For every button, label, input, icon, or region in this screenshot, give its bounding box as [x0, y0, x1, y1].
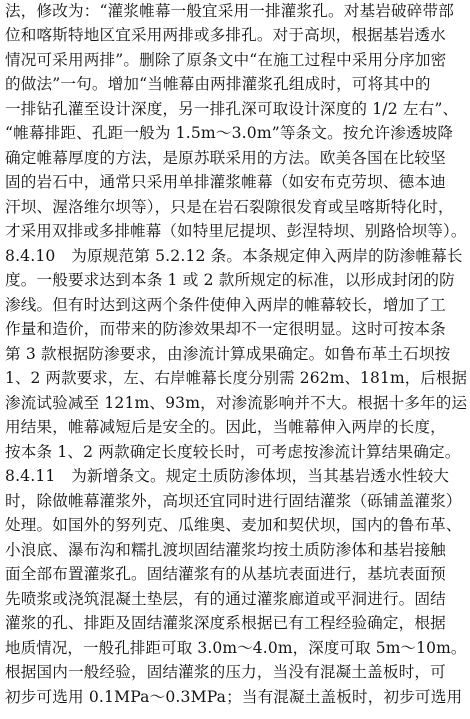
text-line-15: 第 3 款根据防渗要求，由渗流计算成果确定。如鲁布革土石坝按 — [5, 345, 451, 363]
text-line-13: 渗线。但有时达到这两个条件使伸入两岸的帷幕较长，增加了工 — [5, 296, 446, 314]
text-line-22: 处理。如国外的努列克、瓜维奥、麦加和契伏坝，国内的鲁布革、 — [5, 516, 462, 534]
text-line-5: 一排钻孔灌至设计深度，另一排孔深可取设计深度的 1/2 左右”、 — [5, 100, 459, 118]
text-line-25: 先喷浆或浇筑混凝土垫层，有的通过灌浆廊道或平洞进行。固结 — [5, 590, 446, 608]
text-line-4: 的做法”一句。增加“当帷幕由两排灌浆孔组成时，可将其中的 — [5, 75, 431, 93]
text-line-16: 1、2 两款要求，左、右岸帷幕长度分别需 262m、181m，后根据 — [5, 369, 468, 387]
text-line-1: 法，修改为：“灌浆帷幕一般宜采用一排灌浆孔。对基岩破碎带部 — [5, 2, 454, 20]
text-line-9: 汗坝、渥洛维尔坝等），只是在岩石裂隙很发育或呈喀斯特化时， — [5, 198, 454, 216]
text-line-6: “帷幕排距、孔距一般为 1.5m～3.0m”等条文。按允许渗透坡降 — [5, 124, 454, 142]
text-line-26: 灌浆的孔、排距及固结灌浆深度系根据已有工程经验确定，根据 — [5, 614, 446, 632]
text-line-23: 小浪底、瀑布沟和糯扎渡坝固结灌浆均按土质防渗体和基岩接触 — [5, 541, 446, 559]
text-line-29: 初步可选用 0.1MPa～0.3MPa；当有混凝土盖板时，初步可选用 — [5, 688, 463, 706]
text-line-24: 面全部布置灌浆孔。固结灌浆有的从基坑表面进行，基坑表面预 — [5, 565, 446, 583]
text-line-8: 固的岩石中，通常只采用单排灌浆帷幕（如安布克劳坝、德本迪 — [5, 173, 446, 191]
text-line-12: 度。一般要求达到本条 1 或 2 款所规定的标准，以形成封闭的防 — [5, 271, 455, 289]
text-line-3: 情况可采用两排”。删除了原条文中“在施工过程中采用分序加密 — [5, 51, 447, 69]
text-line-17: 渗流试验减至 121m、93m，对渗流影响并不大。根据十多年的运 — [5, 394, 468, 412]
text-line-20: 8.4.11 为新增条文。规定土质防渗体坝，当其基岩透水性较大 — [5, 467, 450, 485]
text-line-18: 用结果，帷幕减短后是安全的。因此，当帷幕伸入两岸的长度， — [5, 418, 446, 436]
text-line-21: 时，除做帷幕灌浆外，高坝还宜同时进行固结灌浆（砾铺盖灌浆） — [5, 492, 462, 510]
text-line-28: 根据国内一般经验，固结灌浆的压力，当没有混凝土盖板时，可 — [5, 663, 446, 681]
text-line-19: 按本条 1、2 两款确定长度较长时，可考虑按渗流计算结果确定。 — [5, 443, 461, 461]
text-line-27: 地质情况，一般孔排距可取 3.0m～4.0m，深度可取 5m～10m。 — [5, 639, 467, 657]
text-line-11: 8.4.10 为原规范第 5.2.12 条。本条规定伸入两岸的防渗帷幕长 — [5, 247, 463, 265]
text-line-14: 作量和造价，而带来的防渗效果却不一定很明显。这时可按本条 — [5, 320, 446, 338]
text-line-7: 确定帷幕厚度的方法，是原苏联采用的方法。欧美各国在比较坚 — [5, 149, 446, 167]
text-line-2: 位和喀斯特地区宜采用两排或多排孔。对于高坝，根据基岩透水 — [5, 26, 446, 44]
text-line-10: 才采用双排或多排帷幕（如特里尼提坝、彭涅特坝、别路恰坝等）。 — [5, 222, 467, 240]
